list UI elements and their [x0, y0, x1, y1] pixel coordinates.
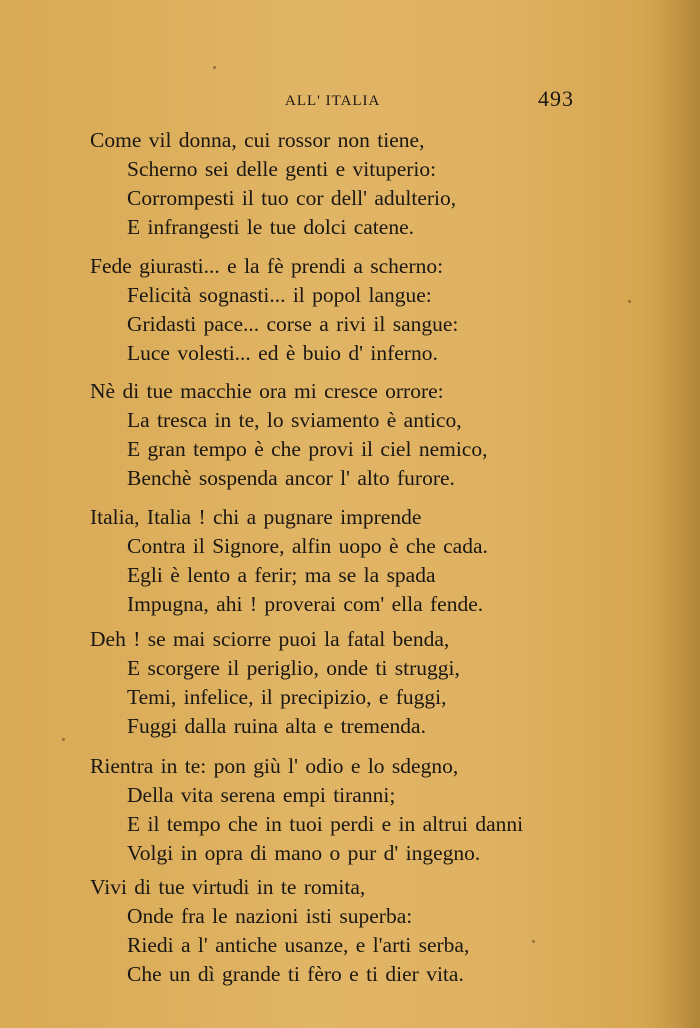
paper-speck	[628, 300, 631, 303]
page-header	[0, 86, 700, 116]
verse-line: Fede giurasti... e la fè prendi a scherno:	[90, 254, 444, 278]
verse-line: Rientra in te: pon giù l' odio e lo sdegno,	[90, 754, 459, 778]
verse-line: Luce volesti... ed è buio d' inferno.	[127, 341, 438, 365]
verse-line: E il tempo che in tuoi perdi e in altrui danni	[127, 812, 524, 836]
verse-line: Felicità sognasti... il popol langue:	[127, 283, 432, 307]
verse-line: Corrompesti il tuo cor dell' adulterio,	[127, 186, 457, 210]
verse-line: Italia, Italia ! chi a pugnare imprende	[90, 505, 422, 529]
running-title: ALL' ITALIA	[285, 93, 381, 109]
verse-line: Della vita serena empi tiranni;	[127, 783, 396, 807]
verse-line: Fuggi dalla ruina alta e tremenda.	[127, 714, 426, 738]
verse-line: Volgi in opra di mano o pur d' ingegno.	[127, 841, 481, 865]
stanza-7	[90, 873, 570, 989]
verse-line: Temi, infelice, il precipizio, e fuggi,	[127, 685, 447, 709]
verse-line: Onde fra le nazioni isti superba:	[127, 904, 413, 928]
verse-line: Impugna, ahi ! proverai com' ella fende.	[127, 592, 484, 616]
verse-line: Deh ! se mai sciorre puoi la fatal benda,	[90, 627, 450, 651]
verse-line: Benchè sospenda ancor l' alto furore.	[127, 466, 455, 490]
page-edge-shadow	[640, 0, 700, 1028]
stanza-1	[90, 126, 570, 242]
verse-line: Gridasti pace... corse a rivi il sangue:	[127, 312, 459, 336]
verse-line: Riedi a l' antiche usanze, e l'arti serba,	[127, 933, 470, 957]
verse-line: Che un dì grande ti fèro e ti dier vita.	[127, 962, 464, 986]
verse-line: Contra il Signore, alfin uopo è che cada.	[127, 534, 488, 558]
stanza-2	[90, 252, 570, 368]
verse-line: La tresca in te, lo sviamento è antico,	[127, 408, 462, 432]
stanza-6	[90, 752, 570, 868]
stanza-3	[90, 377, 570, 493]
stanza-5	[90, 625, 570, 741]
verse-line: Egli è lento a ferir; ma se la spada	[127, 563, 436, 587]
verse-line: E gran tempo è che provi il ciel nemico,	[127, 437, 488, 461]
verse-line: E scorgere il periglio, onde ti struggi,	[127, 656, 460, 680]
page-number: 493	[538, 86, 574, 111]
paper-speck	[532, 940, 535, 943]
verse-line: Vivi di tue virtudi in te romita,	[90, 875, 366, 899]
verse-line: Come vil donna, cui rossor non tiene,	[90, 128, 425, 152]
paper-speck	[62, 738, 65, 741]
paper-speck	[213, 66, 216, 69]
stanza-4	[90, 503, 570, 619]
verse-line: E infrangesti le tue dolci catene.	[127, 215, 414, 239]
verse-line: Nè di tue macchie ora mi cresce orrore:	[90, 379, 444, 403]
verse-line: Scherno sei delle genti e vituperio:	[127, 157, 437, 181]
